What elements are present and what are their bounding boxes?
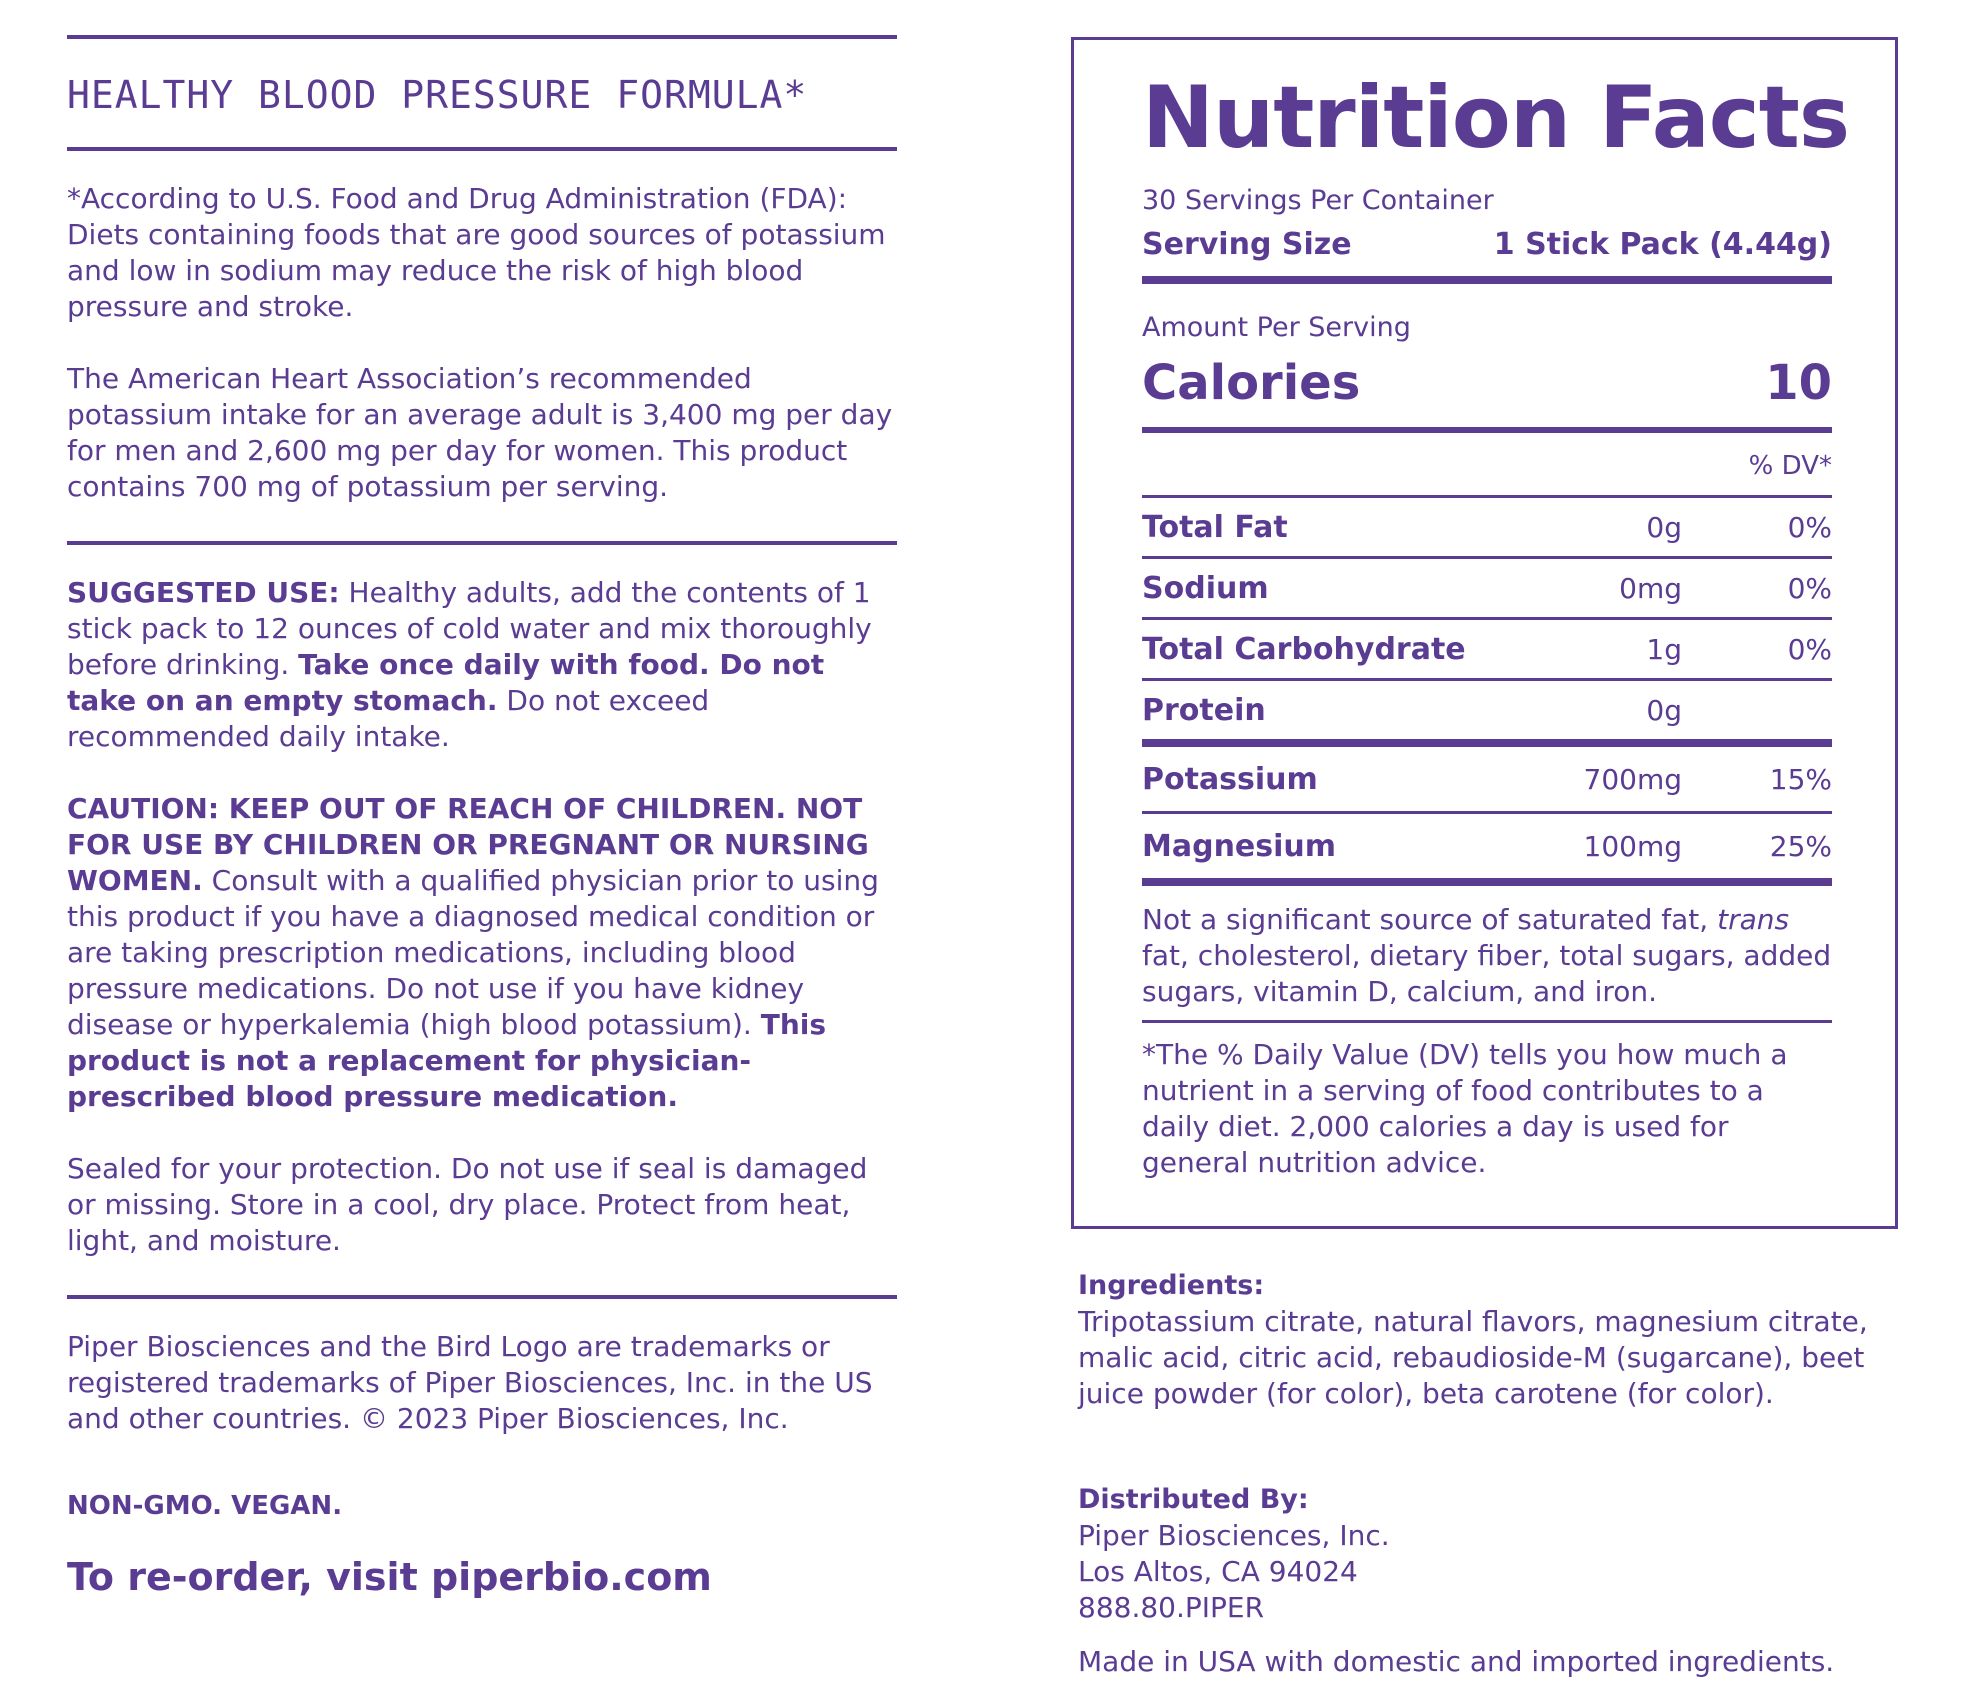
distributor-phone: 888.80.PIPER (1078, 1591, 1265, 1624)
serving-size-value: 1 Stick Pack (4.44g) (1493, 227, 1832, 262)
nutrient-name: Sodium (1142, 570, 1269, 606)
nutrient-dv: 15% (1769, 762, 1832, 796)
nutrient-name: Total Fat (1142, 509, 1288, 545)
calories-label: Calories (1142, 355, 1361, 411)
section-rule (67, 541, 897, 545)
reorder-link: To re-order, visit piperbio.com (67, 1555, 712, 1599)
nutrition-facts-title: Nutrition Facts (1142, 68, 1850, 168)
top-rule (67, 35, 897, 39)
nutrition-facts-panel (1071, 37, 1898, 1229)
distributed-by-label: Distributed By: (1078, 1484, 1309, 1515)
nutrient-name: Protein (1142, 692, 1266, 728)
trademark-note: Piper Biosciences and the Bird Logo are trademarks or registered trademarks of Piper Biosciences, Inc. in the US and other countries. © 2023 Piper Biosciences, Inc. (67, 1330, 873, 1435)
nutrient-amount: 0g (1646, 510, 1682, 544)
dv-footnote: *The % Daily Value (DV) tells you how much a nutrient in a serving of food contributes to a daily diet. 2,000 calories a day is used for general nutrition advice. (1142, 1038, 1788, 1179)
fda-claim: *According to U.S. Food and Drug Administration (FDA): Diets containing foods that are good sources of potassium and low in sodium may reduce the risk of high blood pressure and stroke. (67, 182, 886, 323)
serving-rule (1142, 276, 1832, 284)
nutrition-facts-inner (1142, 40, 1850, 1191)
serving-size-label: Serving Size (1142, 227, 1352, 262)
formula-title: HEALTHY BLOOD PRESSURE FORMULA* (67, 73, 808, 117)
dv-header: % DV* (1748, 451, 1832, 481)
caution-text: Consult with a qualified physician prior to using this product if you have a diagnosed medical condition or are taking prescription medications, including blood pressure medications. Do not use if you have kidney disease or hyperkalemia (high blood potassium). (67, 864, 879, 1041)
nutrient-row (1142, 814, 1832, 878)
not-significant-note (1142, 902, 1832, 1010)
suggested-use-text2: Do not exceed recommended daily intake. (67, 684, 710, 753)
nutrient-row (1142, 747, 1832, 811)
nutrient-amount: 0mg (1619, 571, 1682, 605)
ingredients-label: Ingredients: (1078, 1270, 1265, 1301)
caution (67, 791, 897, 1115)
nutrient-dv: 0% (1787, 510, 1832, 544)
suggested-use-bold: Take once daily with food. Do not take on an empty stomach. (67, 648, 825, 717)
nutrient-row (1142, 620, 1832, 678)
serving-size (1142, 226, 1832, 264)
footer-rule (67, 1295, 897, 1299)
suggested-use-text: Healthy adults, add the contents of 1 stick pack to 12 ounces of cold water and mix thoroughly before drinking. (67, 576, 872, 681)
nutrient-amount: 0g (1646, 693, 1682, 727)
nutrients-bottom-rule (1142, 878, 1832, 886)
nutrient-name: Magnesium (1142, 828, 1337, 864)
title-rule (67, 147, 897, 151)
caution-bold: This product is not a replacement for physician-prescribed blood pressure medication. (67, 1008, 827, 1113)
nutrient-row (1142, 559, 1832, 617)
nutrient-amount: 700mg (1583, 762, 1682, 796)
not-significant-text2: fat, cholesterol, dietary fiber, total sugars, added sugars, vitamin D, calcium, and iron. (1142, 939, 1832, 1008)
left-column (67, 35, 897, 1599)
protein-rule (1142, 739, 1832, 747)
distributor-name: Piper Biosciences, Inc. (1078, 1519, 1390, 1552)
made-in-usa: Made in USA with domestic and imported ingredients. (1078, 1645, 1835, 1678)
trans-italic: trans (1717, 903, 1790, 936)
ingredients-text: Tripotassium citrate, natural flavors, magnesium citrate, malic acid, citric acid, rebaudioside-M (sugarcane), beet juice powder (for color), beta carotene (for color). (1078, 1305, 1868, 1410)
nutrient-dv: 0% (1787, 571, 1832, 605)
suggested-use-label: SUGGESTED USE: (67, 576, 340, 609)
nutrient-dv: 25% (1769, 829, 1832, 863)
amount-per-serving: Amount Per Serving (1142, 312, 1411, 343)
calories-value: 10 (1765, 355, 1832, 411)
not-significant-text: Not a significant source of saturated fat, (1142, 903, 1709, 936)
footnote-rule (1142, 1020, 1832, 1023)
right-info (1078, 1268, 1908, 1680)
nutrient-row (1142, 681, 1832, 739)
nutrient-name: Total Carbohydrate (1142, 631, 1466, 667)
calories (1142, 353, 1832, 413)
nutrient-amount: 100mg (1583, 829, 1682, 863)
servings-per-container: 30 Servings Per Container (1142, 185, 1494, 216)
non-gmo-vegan: NON-GMO. VEGAN. (67, 1491, 343, 1521)
caution-heading: CAUTION: KEEP OUT OF REACH OF CHILDREN. NOT FOR USE BY CHILDREN OR PREGNANT OR NURSING WOMEN. (67, 792, 869, 897)
nutrient-amount: 1g (1646, 632, 1682, 666)
nutrient-row (1142, 498, 1832, 556)
nutrient-dv: 0% (1787, 632, 1832, 666)
storage-note: Sealed for your protection. Do not use if seal is damaged or missing. Store in a cool, dry place. Protect from heat, light, and moisture. (67, 1152, 868, 1257)
aha-note: The American Heart Association’s recommended potassium intake for an average adult is 3,400 mg per day for men and 2,600 mg per day for women. This product contains 700 mg of potassium per serving. (67, 362, 893, 503)
suggested-use (67, 575, 897, 755)
nutrient-name: Potassium (1142, 761, 1318, 797)
distributor-address: Los Altos, CA 94024 (1078, 1555, 1358, 1588)
calories-rule (1142, 427, 1832, 433)
